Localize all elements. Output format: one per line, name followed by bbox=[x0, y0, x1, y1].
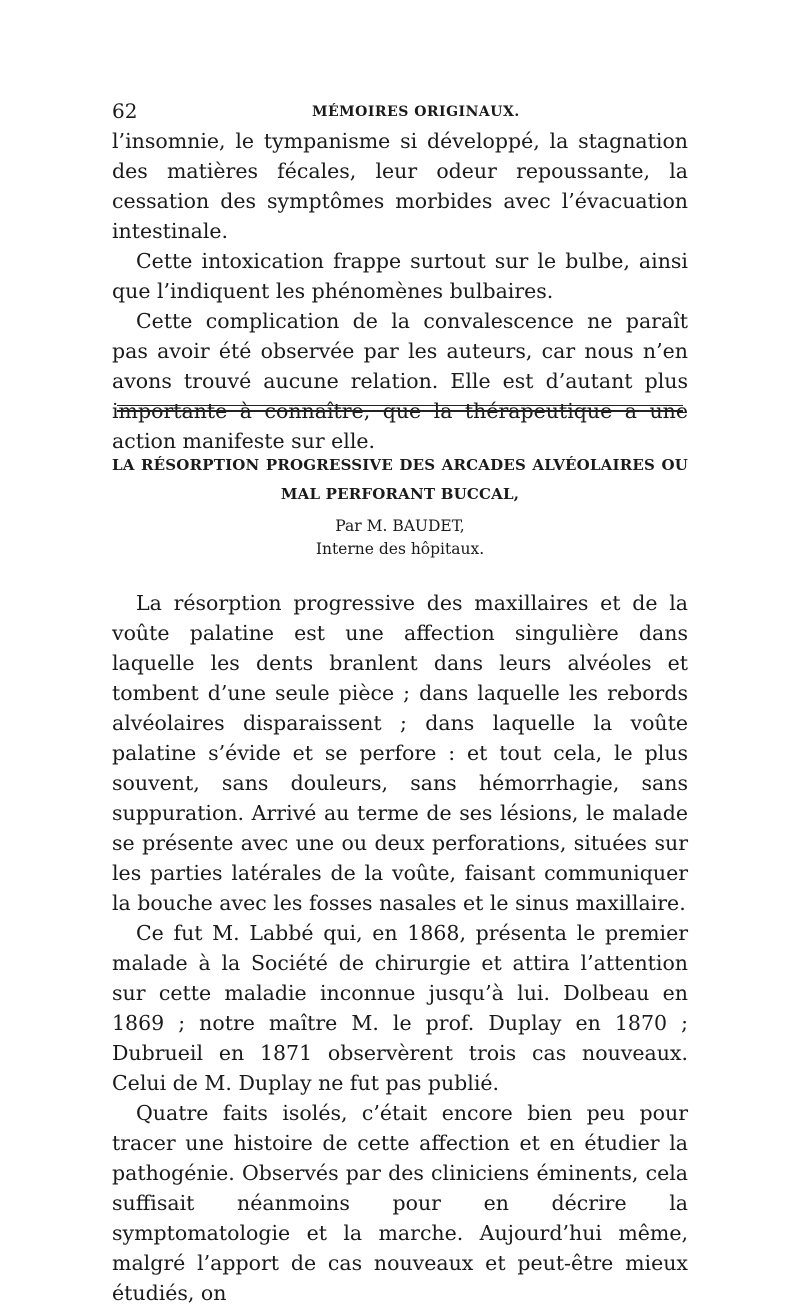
running-title: MÉMOIRES ORIGINAUX. bbox=[312, 104, 520, 120]
article-author-role: Interne des hôpitaux. bbox=[315, 540, 485, 558]
paragraph: l’insomnie, le tympanisme si développé, la stagnation des matières fécales, leur odeur repoussante, la cessation des symptômes morbides avec l’évacuation intestinale. bbox=[112, 129, 688, 243]
paragraph: Quatre faits isolés, c’était encore bien peu pour tracer une histoire de cette affection et en étudier la pathogénie. Observés par des cliniciens éminents, cela suffisait néanmoins pour en décrire la symptomatologie et la marche. Aujourd’hui même, malgré l’apport de cas nouveaux et peut-être mieux étudiés, on bbox=[112, 1101, 688, 1305]
article-author: Par M. BAUDET, bbox=[335, 517, 465, 535]
article-body bbox=[112, 588, 688, 1308]
article-title-line-2: MAL PERFORANT BUCCAL, bbox=[280, 485, 520, 503]
section-one-text bbox=[112, 126, 688, 456]
paragraph: Cette complication de la convalescence ne paraît pas avoir été observée par les auteurs, car nous n’en avons trouvé aucune relation. Elle est d’autant plus importante à connaître, que la thérapeutique a une action manifeste sur elle. bbox=[112, 309, 688, 453]
section-divider-thin bbox=[117, 405, 683, 406]
running-head bbox=[112, 98, 688, 124]
article-title-line-1: LA RÉSORPTION PROGRESSIVE DES ARCADES ALVÉOLAIRES OU bbox=[112, 456, 688, 474]
page-number: 62 bbox=[112, 99, 138, 123]
paragraph: Cette intoxication frappe surtout sur le bulbe, ainsi que l’indiquent les phénomènes bulbaires. bbox=[112, 249, 688, 303]
paragraph: Ce fut M. Labbé qui, en 1868, présenta le premier malade à la Société de chirurgie et attira l’attention sur cette maladie inconnue jusqu’à lui. Dolbeau en 1869 ; notre maître M. le prof. Duplay en 1870 ; Dubrueil en 1871 observèrent trois cas nouveaux. Celui de M. Duplay ne fut pas publié. bbox=[112, 921, 688, 1095]
paragraph: La résorption progressive des maxillaires et de la voûte palatine est une affection singulière dans laquelle les dents branlent dans leurs alvéoles et tombent d’une seule pièce ; dans laquelle les rebords alvéolaires disparaissent ; dans laquelle la voûte palatine s’évide et se perfore : et tout cela, le plus souvent, sans douleurs, sans hémorrhagie, sans suppuration. Arrivé au terme de ses lésions, le malade se présente avec une ou deux perforations, situées sur les parties latérales de la voûte, faisant communiquer la bouche avec les fosses nasales et le sinus maxillaire. bbox=[112, 591, 688, 915]
section-divider-thick bbox=[117, 410, 683, 412]
